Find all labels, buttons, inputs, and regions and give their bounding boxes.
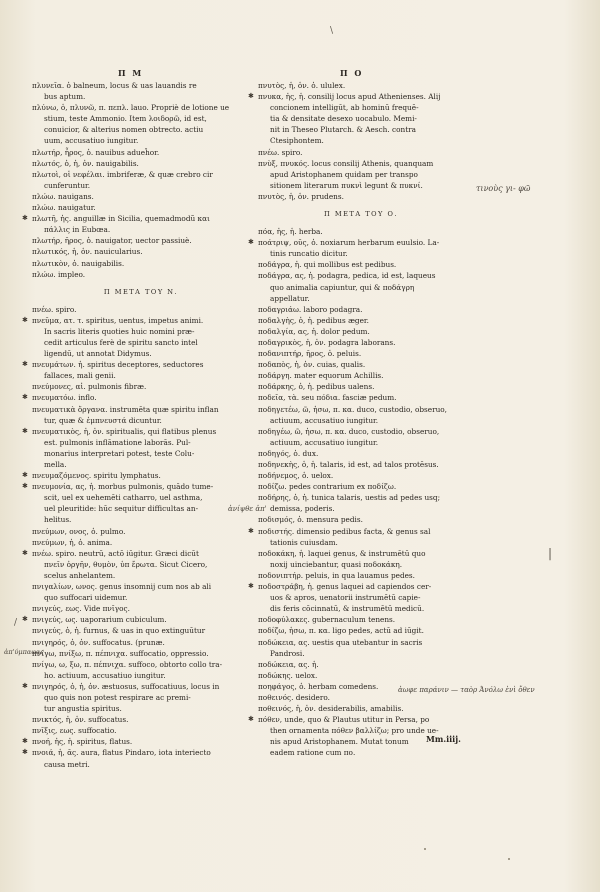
margin-note-left-low: ἀπ'ύμπαφας: [4, 648, 44, 656]
entry-line: [258, 315, 464, 326]
entry-line: [258, 381, 464, 392]
entry-text: Π ΜΕΤΑ ΤΟΥ Ο.: [324, 210, 398, 219]
entry-text: πνυτὸς, ἡ, ὁν. prudens.: [258, 191, 344, 201]
entry-line: [32, 169, 250, 180]
margin-note-left-mid: ἀνίψθε ἀπ': [228, 505, 267, 513]
entry-line: [258, 625, 464, 636]
entry-text: ποδαπὸς, ἡ, ὁν. cuias, qualis.: [258, 360, 366, 370]
entry-text: scelus anhelantem.: [44, 570, 116, 580]
entry-continuation: [32, 124, 250, 135]
entry-continuation: [32, 459, 250, 470]
entry-line: [22, 392, 250, 403]
entry-text: ποδάγρα, ἡ. qui mollibus est pedibus.: [258, 260, 397, 270]
entry-text: demissa, poderis.: [270, 504, 335, 514]
entry-continuation: [32, 670, 250, 681]
entry-text: πλωτήρ, ἦρος, ὁ. nauibus adueĥor.: [32, 147, 160, 157]
entry-text: ποδάρκης, ὁ, ἡ. pedibus ualens.: [258, 382, 375, 392]
entry-line: [32, 537, 250, 548]
entry-line: [258, 459, 464, 470]
entry-continuation: [258, 503, 464, 514]
entry-line: [22, 315, 250, 326]
entry-text: ho. actiuum, accusatiuo iungitur.: [44, 670, 166, 680]
entry-text: πνευματόω. inflo.: [32, 393, 97, 403]
entry-continuation: [258, 415, 464, 426]
entry-text: πνέω. spiro.: [258, 147, 303, 157]
entry-text: stium, teste Ammonio. Item λοιδορῶ, id est,: [44, 114, 207, 124]
entry-line: [258, 326, 464, 337]
entry-text: πλώω. nauigatur.: [32, 203, 96, 213]
entry-text: πάλλις in Eubœa.: [44, 225, 111, 235]
entry-continuation: [32, 692, 250, 703]
entry-text: monarius interpretari potest, teste Colu-: [44, 448, 195, 458]
asterisk-mark-icon: ✱: [22, 426, 28, 435]
entry-text: then ornamenta πόθεν βαλλίζω; pro unde ue-: [270, 726, 439, 736]
entry-line: [258, 448, 464, 459]
entry-line: [258, 703, 464, 714]
entry-line: [258, 392, 464, 403]
entry-text: ποδώκης. uelox.: [258, 670, 318, 680]
entry-line: [32, 603, 250, 614]
entry-text: uos & apros, uenatorii instrumētū capie-: [270, 593, 421, 603]
entry-continuation: [32, 224, 250, 235]
entry-text: πνεύμονες, αἱ. pulmonis fibræ.: [32, 382, 147, 392]
entry-text: quo animalia capiuntur, qui & ποδάγρη: [270, 282, 415, 292]
margin-note-right-upper: τινοὺς γι- φῶ: [476, 184, 531, 193]
asterisk-mark-icon: ✱: [248, 92, 254, 101]
entry-continuation: [258, 603, 464, 614]
entry-continuation: [258, 124, 464, 135]
section-heading: [32, 287, 250, 298]
entry-continuation: [258, 592, 464, 603]
entry-text: ποδηνεκὴς, ὁ, ἡ. talaris, id est, ad talos protēsus.: [258, 460, 439, 469]
entry-text: nis apud Aristophanem. Mutat tonum: [270, 737, 409, 747]
entry-line: [32, 659, 250, 670]
entry-text: uum, accusatiuo iungitur.: [44, 136, 139, 146]
entry-text: Pandrosi.: [270, 648, 305, 658]
entry-continuation: [258, 437, 464, 448]
entry-line: [32, 581, 250, 592]
asterisk-mark-icon: ✱: [22, 681, 28, 690]
entry-line: [248, 714, 464, 725]
entry-continuation: [258, 648, 464, 659]
margin-note-right-lower: ἀωφε παράνιν — ταὸρ Ἀνόλω ἐνὶ ὄθεν: [398, 686, 535, 694]
entry-continuation: [32, 415, 250, 426]
entry-text: πλωτῆ, ἡς. anguillæ in Sicilia, quemadmodũ και: [32, 214, 210, 224]
entry-continuation: [258, 248, 464, 259]
entry-text: πνεύμων, ονος, ὁ. pulmo.: [32, 526, 126, 536]
entry-line: [258, 481, 464, 492]
entry-text: πλύνω, ὁ, πλυνῶ, π. πεπλ. lauo. Propriè de lotione ue: [32, 103, 230, 113]
entry-line: [258, 670, 464, 681]
entry-text: ποδισμός, ὁ. mensura pedis.: [258, 515, 363, 525]
entry-text: πνοή, ἡς, ἡ. spiritus, flatus.: [32, 737, 133, 747]
entry-line: [32, 147, 250, 158]
entry-line: [32, 235, 250, 246]
signature-mark: Mm.iiij.: [426, 734, 461, 744]
asterisk-mark-icon: ✱: [248, 582, 254, 591]
entry-text: bus aptum.: [44, 92, 86, 102]
entry-text: ποδίζω, ἡσω, π. κα. ligo pedes, actū ad iūgit.: [258, 626, 424, 636]
entry-line: [258, 426, 464, 437]
asterisk-mark-icon: ✱: [22, 737, 28, 746]
entry-line: [32, 381, 250, 392]
entry-text: ποδεῖα, τὰ. seu πόδια. fasciæ pedum.: [258, 393, 397, 403]
entry-line: [32, 404, 250, 415]
entry-line: [258, 492, 464, 503]
entry-text: conuicior, & alterius nomen obtrecto. actiu: [44, 125, 204, 135]
entry-text: ποδαγρικὸς, ἡ, ὁν. podagra laborans.: [258, 337, 396, 347]
entry-text: πνιγεύς, εως. Vide πνῖγος.: [32, 604, 130, 614]
entry-text: tationis cuiusdam.: [270, 537, 338, 547]
entry-text: πνιγηρός, ὁ, ὁν. suffocatus. (prunæ.: [32, 637, 165, 647]
entry-text: πλώω. nauigans.: [32, 191, 94, 201]
entry-text: cedit articulus ferè de spiritu sancto intel: [44, 337, 198, 347]
entry-line: [32, 637, 250, 648]
entry-text: πλωτήρ, ῆρος, ὁ. nauigator, uector passiuè.: [32, 236, 192, 246]
entry-line: [32, 304, 250, 315]
entry-line: [22, 470, 250, 481]
entry-text: tur angustia spiritus.: [44, 704, 122, 714]
entry-text: ποδηγέω, ῶ, ἡσω, π. κα. duco, custodio, obseruo,: [258, 426, 440, 436]
entry-text: ποδοκάκη, ἡ. laquei genus, & instrumētū quo: [258, 548, 426, 558]
entry-text: concionem intelligūt, ab hominū frequē-: [270, 103, 419, 113]
entry-continuation: [32, 370, 250, 381]
entry-continuation: [32, 703, 250, 714]
entry-continuation: [32, 437, 250, 448]
entry-text: quo suffocari uidemur.: [44, 593, 128, 603]
entry-line: [258, 158, 464, 169]
entry-line: [32, 191, 250, 202]
entry-continuation: [32, 326, 250, 337]
asterisk-mark-icon: ✱: [22, 360, 28, 369]
entry-text: dis feris cōcinnatū, & instrumētū medicū.: [270, 604, 425, 614]
entry-line: [22, 681, 250, 692]
entry-text: πόα, ἡς, ἡ. herba.: [258, 227, 323, 237]
entry-line: [258, 470, 464, 481]
entry-text: ποδαγριάω. laboro podagra.: [258, 304, 363, 314]
paper-speck: [424, 848, 426, 850]
entry-line: [258, 637, 464, 648]
entry-text: πνευμαζόμενος. spiritu lymphatus.: [32, 471, 161, 481]
entry-text: πλώω. impleo.: [32, 269, 86, 279]
entry-text: ποδοστράβη, ἡ. genus laquei ad capiendos cer-: [258, 582, 432, 592]
entry-continuation: [258, 293, 464, 304]
entry-continuation: [32, 337, 250, 348]
margin-tick: /: [14, 618, 18, 628]
entry-line: [258, 80, 464, 91]
entry-text: tinis runcatio dicitur.: [270, 249, 348, 259]
asterisk-mark-icon: ✱: [22, 482, 28, 491]
asterisk-mark-icon: ✱: [22, 748, 28, 757]
entry-continuation: [258, 169, 464, 180]
asterisk-mark-icon: ✱: [22, 615, 28, 624]
entry-line: [258, 226, 464, 237]
entry-text: helitus.: [44, 515, 72, 525]
entry-line: [32, 526, 250, 537]
entry-text: πνικτός, ἡ, ὁν. suffocatus.: [32, 715, 129, 725]
entry-text: πνιγηρός, ὁ, ἡ, ὁν. æstuosus, suffocatiuus, locus in: [32, 681, 220, 691]
entry-continuation: [258, 102, 464, 113]
entry-line: [32, 648, 250, 659]
entry-line: [258, 659, 464, 670]
entry-continuation: [32, 570, 250, 581]
entry-line: [22, 359, 250, 370]
entry-text: Ctesiphontem.: [270, 136, 324, 146]
entry-line: [32, 102, 250, 113]
entry-text: πλωτός, ὁ, ἡ, ὁν. nauigabilis.: [32, 158, 139, 168]
entry-text: πλυνεῖα. ὁ balneum, locus & uas lauandis re: [32, 81, 197, 90]
right-column: [248, 80, 464, 759]
entry-text: ποθεινός. desidero.: [258, 692, 330, 702]
entry-line: [22, 481, 250, 492]
entry-text: sitionem literarum πυκνὶ legunt & πυκνί.: [270, 180, 423, 190]
entry-line: [248, 526, 464, 537]
entry-text: apud Aristophanem quidam per transpo: [270, 169, 418, 179]
entry-continuation: [258, 282, 464, 293]
entry-continuation: [32, 113, 250, 124]
asterisk-mark-icon: ✱: [248, 526, 254, 535]
entry-text: πνίγω, ω, ξω, π. πέπνιχα. suffoco, obtorto collo tra-: [32, 659, 223, 669]
entry-line: [258, 147, 464, 158]
entry-text: πνεῦμα, ατ. τ. spiritus, uentus, impetus animi.: [32, 315, 204, 325]
entry-line: [32, 80, 250, 91]
entry-text: πνευμάτων. ἡ. spiritus deceptores, seductores: [32, 360, 204, 370]
entry-text: ποδηγός, ὁ. dux.: [258, 448, 319, 458]
entry-text: ποδώκεια, ας. ἡ.: [258, 659, 319, 669]
entry-text: fallaces, mali genii.: [44, 371, 116, 381]
entry-text: tia & densitate desexo uocabulo. Memi-: [270, 114, 417, 124]
entry-text: cunferuntur.: [44, 180, 91, 190]
entry-text: πνευμονία, ας, ἡ. morbus pulmonis, quādo tume-: [32, 482, 214, 492]
entry-text: quo quis non potest respirare ac premi-: [44, 692, 191, 702]
entry-continuation: [258, 135, 464, 146]
entry-text: ποδήνεμος, ὁ. uelox.: [258, 471, 334, 481]
entry-line: [248, 91, 464, 102]
entry-continuation: [32, 503, 250, 514]
entry-line: [248, 581, 464, 592]
entry-line: [258, 370, 464, 381]
entry-line: [258, 570, 464, 581]
entry-continuation: [32, 180, 250, 191]
asterisk-mark-icon: ✱: [22, 548, 28, 557]
entry-line: [258, 270, 464, 281]
entry-text: πνεῖν ὀργῆν, θυμὸν, ὑπ ἔρωτα. Sicut Cicero,: [44, 559, 208, 569]
entry-line: [22, 213, 250, 224]
entry-text: πλωτικός, ἡ, ὁν. nauicularius.: [32, 247, 143, 257]
entry-text: In sacris literis quoties huic nomini præ-: [44, 326, 195, 336]
entry-line: [32, 625, 250, 636]
entry-text: ποηφάγος, ὁ. herbam comedens.: [258, 681, 379, 691]
entry-continuation: [258, 747, 464, 758]
entry-text: ποδοφύλακες. gubernaculum tenens.: [258, 615, 396, 625]
page-mark: \: [330, 26, 334, 36]
entry-text: ποδάργη. mater equorum Achillis.: [258, 371, 384, 381]
entry-text: ποδώκεια, ας. uestis qua utebantur in sacris: [258, 637, 423, 647]
entry-text: πνυκα, ἡς, ἡ. consilij locus apud Athenienses. Alij: [258, 92, 441, 102]
entry-text: actiuum, accusatiuo iungitur.: [270, 415, 379, 425]
entry-text: πλωτικὸν, ὁ. nauigabilis.: [32, 258, 125, 268]
entry-line: [22, 736, 250, 747]
entry-line: [258, 348, 464, 359]
entry-text: πλωτοὶ, οἱ νεφέλαι. imbriferæ, & quæ crebro cir: [32, 169, 213, 179]
entry-line: [248, 237, 464, 248]
asterisk-mark-icon: ✱: [248, 238, 254, 247]
entry-text: ποδίζω. pedes contrarium ex ποδίζω.: [258, 482, 397, 492]
entry-line: [258, 404, 464, 415]
entry-text: uel pleuritide: hūc sequitur difficultas an-: [44, 504, 199, 514]
entry-text: nit in Theseo Plutarch. & Aesch. contra: [270, 125, 416, 135]
entry-text: πνυτὸς, ἡ, ὁν. ὁ. ululex.: [258, 81, 346, 90]
entry-line: [22, 747, 250, 758]
entry-continuation: [32, 348, 250, 359]
entry-continuation: [32, 492, 250, 503]
entry-text: πνέω. spiro.: [32, 304, 77, 314]
entry-line: [22, 614, 250, 625]
entry-text: est. pulmonis inflāmatione laborās. Pul-: [44, 437, 191, 447]
entry-line: [32, 258, 250, 269]
entry-text: noxij uinciebantur, quasi ποδοκάκη.: [270, 559, 403, 569]
entry-continuation: [32, 759, 250, 770]
entry-text: πνέω. spiro. neutrū, actō iūgitur. Græci dicūt: [32, 548, 199, 558]
entry-text: πνοιά, ἡ, ᾶς. aura, flatus Pindaro, iota interiecto: [32, 748, 211, 758]
entry-continuation: [258, 113, 464, 124]
entry-line: [32, 725, 250, 736]
entry-text: mella.: [44, 460, 67, 469]
entry-continuation: [32, 91, 250, 102]
entry-line: [32, 269, 250, 280]
paper-speck: [508, 858, 510, 860]
entry-line: [258, 337, 464, 348]
margin-bar: |: [548, 546, 553, 560]
entry-line: [32, 246, 250, 257]
entry-continuation: [258, 180, 464, 191]
entry-text: ποδιστής. dimensio pedibus facta, & genus sal: [258, 526, 431, 536]
entry-text: πνῖξις, εως. suffocatio.: [32, 726, 117, 736]
entry-line: [258, 259, 464, 270]
entry-text: ποδηγετέω, ῶ, ἡσω, π. κα. duco, custodio, obseruo,: [258, 404, 448, 414]
entry-text: Π ΜΕΤΑ ΤΟΥ Ν.: [103, 287, 179, 296]
entry-text: scit, uel ex uehemēti catharro, uel asthma,: [44, 493, 203, 503]
entry-text: πόθεν, unde, quo & Plautus utitur in Persa, po: [258, 715, 430, 725]
entry-text: πνεύμων, ἡ, ὁ. anima.: [32, 537, 113, 547]
entry-text: πνιγεύς, ως. uaporarium cubiculum.: [32, 615, 167, 625]
entry-continuation: [32, 592, 250, 603]
entry-text: eadem ratione cum πο.: [270, 748, 356, 758]
entry-text: appellatur.: [270, 293, 310, 303]
entry-line: [258, 304, 464, 315]
entry-line: [22, 548, 250, 559]
entry-text: causa metri.: [44, 759, 90, 769]
asterisk-mark-icon: ✱: [22, 315, 28, 324]
entry-line: [258, 614, 464, 625]
entry-text: ποάτριψ, οῦς, ὁ. noxiarum herbarum euulsio. La-: [258, 238, 440, 248]
entry-continuation: [32, 135, 250, 146]
entry-text: πνιγεύς, ὁ, ἡ. furnus, & uas in quo extinguūtur: [32, 626, 206, 636]
entry-text: πνὺξ, πνυκός. locus consilij Athenis, quanquam: [258, 158, 434, 168]
entry-line: [32, 714, 250, 725]
entry-text: πνευματικὰ ὄργανα. instrumēta quæ spiritu inflan: [32, 404, 219, 414]
entry-line: [258, 514, 464, 525]
entry-text: ποδάγρα, ας, ἡ. podagra, pedica, id est, laqueus: [258, 271, 436, 281]
entry-continuation: [258, 537, 464, 548]
entry-text: ποδαλγία, ας, ἡ. dolor pedum.: [258, 326, 370, 336]
entry-text: ποδαλγὴς, ὁ, ἡ. pedibus æger.: [258, 315, 369, 325]
entry-text: πνευματικὸς, ἡ, ὁν. spiritualis, qui flatibus plenus: [32, 426, 217, 436]
entry-line: [32, 158, 250, 169]
asterisk-mark-icon: ✱: [22, 471, 28, 480]
entry-line: [258, 191, 464, 202]
entry-continuation: [32, 514, 250, 525]
entry-line: [258, 548, 464, 559]
entry-text: ποδήρης, ὁ, ἡ. tunica talaris, uestis ad pedes usq;: [258, 493, 441, 503]
entry-line: [32, 202, 250, 213]
right-running-head: Π Ο: [340, 68, 364, 78]
asterisk-mark-icon: ✱: [22, 393, 28, 402]
entry-continuation: [258, 559, 464, 570]
entry-line: [22, 426, 250, 437]
entry-text: πνίγω, πνίξω, π. πέπνιχα. suffocatio, oppressio.: [32, 648, 209, 658]
entry-text: tur, quæ & ἐμπνευστά dicuntur.: [44, 415, 162, 425]
entry-text: ποδονιπτήρ. peluis, in qua lauamus pedes.: [258, 570, 415, 580]
asterisk-mark-icon: ✱: [22, 214, 28, 223]
entry-continuation: [32, 448, 250, 459]
entry-line: [258, 359, 464, 370]
entry-text: actiuum, accusatiuo iungitur.: [270, 437, 379, 447]
section-heading: [258, 209, 464, 220]
entry-text: ποθεινός, ἡ, ὁν. desiderabilis, amabilis.: [258, 704, 404, 714]
entry-text: ποδανιπτήρ, ῆρος, ὁ. peluis.: [258, 349, 362, 359]
left-running-head: Π Μ: [118, 68, 144, 78]
entry-continuation: [32, 559, 250, 570]
entry-text: ligendū, ut annotat Didymus.: [44, 349, 152, 359]
asterisk-mark-icon: ✱: [248, 715, 254, 724]
entry-text: πνιγαλίων, ωνος. genus insomnij cum nos ab ali: [32, 582, 212, 592]
